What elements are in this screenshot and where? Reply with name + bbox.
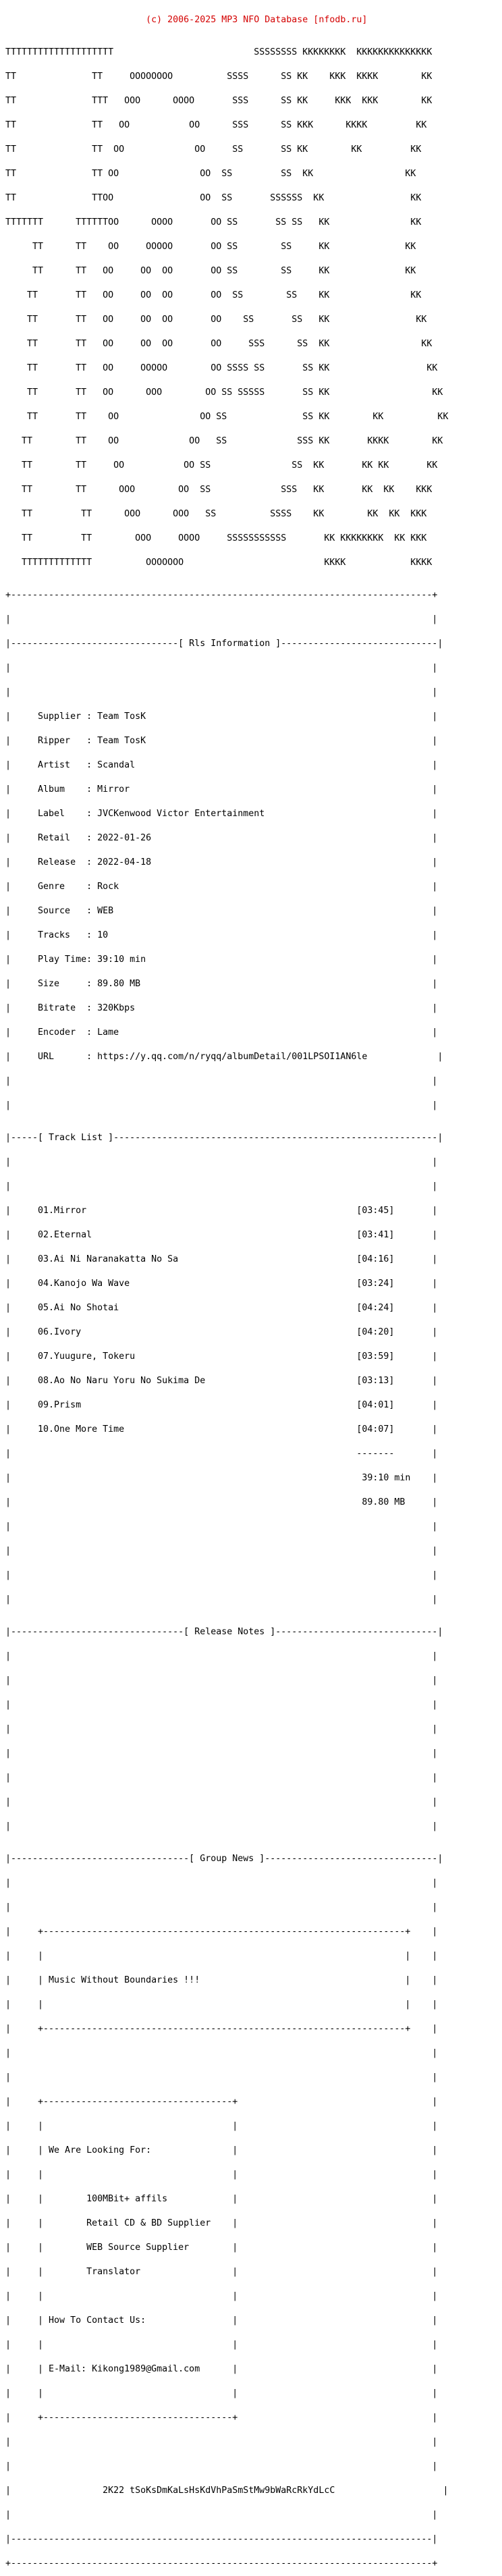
track-row: | 04.Kanojo Wa Wave [03:24] |	[5, 1279, 438, 1289]
tracklist-total-time: | 39:10 min |	[5, 1473, 438, 1483]
box-side-blank: | |	[5, 2072, 438, 2083]
logo-line: TTTTTTTTTTTTT OOOOOOO KKKK KKKK	[5, 558, 433, 568]
track-row: | 09.Prism [04:01] |	[5, 1400, 438, 1410]
news-banner-text: | | Music Without Boundaries !!! | |	[5, 1975, 438, 1985]
track-row: | 10.One More Time [04:07] |	[5, 1424, 438, 1434]
logo-line: TT TT OO OO SS SS KK KK	[5, 169, 416, 179]
news-wanted-item: | | WEB Source Supplier | |	[5, 2243, 438, 2253]
news-section-header: |---------------------------------[ Group News ]--------------------------------|	[5, 1854, 443, 1864]
box-top-border: +------------------------------------------------------------------------------+	[5, 590, 438, 600]
logo-line: TT TT OOO OOOO SSSSSSSSSSS KK KKKKKKKK KK KKK	[5, 533, 427, 543]
track-row: | 05.Ai No Shotai [04:24] |	[5, 1303, 438, 1313]
box-side-blank: | |	[5, 1700, 438, 1710]
rls-album: | Album : Mirror |	[5, 784, 438, 795]
box-side-blank: | |	[5, 1157, 438, 1167]
news-box-blank: | | | |	[5, 2121, 438, 2131]
box-side-blank: | |	[5, 1675, 438, 1686]
news-wanted-item: | | Translator | |	[5, 2267, 438, 2277]
rls-supplier: | Supplier : Team TosK |	[5, 712, 438, 722]
track-row: | 02.Eternal [03:41] |	[5, 1230, 438, 1240]
box-side-blank: | |	[5, 2461, 438, 2471]
credit-line: (c) 2006-2025 MP3 NFO Database [nfodb.ru]	[5, 15, 368, 25]
box-bottom-rule: |------------------------------------------------------------------------------|	[5, 2534, 438, 2544]
logo-line: TTTTTTTTTTTTTTTTTTTT SSSSSSSS KKKKKKKK KKKKKKKKKKKKKK	[5, 47, 433, 57]
rls-encoder: | Encoder : Lame |	[5, 1027, 438, 1038]
logo-line: TT TT OO OO SSS SS KKK KKKK KK	[5, 120, 427, 130]
box-side-blank: | |	[5, 1821, 438, 1831]
signature-line: | 2K22 tSoKsDmKaLsHsKdVhPaSmStMw9bWaRcRkYdLcC |	[5, 2486, 449, 2496]
box-side-blank: | |	[5, 1076, 438, 1086]
track-row: | 01.Mirror [03:45] |	[5, 1206, 438, 1216]
box-side-blank: | |	[5, 1546, 438, 1556]
tracklist-separator: | ------- |	[5, 1449, 438, 1459]
rls-ripper: | Ripper : Team TosK |	[5, 736, 438, 746]
box-side-blank: | |	[5, 1570, 438, 1580]
rls-url: | URL : https://y.qq.com/n/ryqq/albumDetail/001LPSOI1AN6le |	[5, 1052, 443, 1062]
logo-line: TT TT OO OOO OO SS SSSSS SS KK KK	[5, 387, 443, 398]
logo-line: TT TT OO OO SS SSS KK KKKK KK	[5, 436, 443, 446]
news-banner-top-border: | +-------------------------------------------------------------------+ |	[5, 1927, 438, 1937]
news-box-blank: | | | |	[5, 2170, 438, 2180]
rls-bitrate: | Bitrate : 320Kbps |	[5, 1003, 438, 1013]
news-box-blank: | | | |	[5, 2291, 438, 2301]
logo-line: TT TT OOO OOO SS SSSS KK KK KK KKK	[5, 509, 427, 519]
box-side-blank: | |	[5, 1651, 438, 1661]
box-side-blank: | |	[5, 2048, 438, 2058]
box-side-blank: | |	[5, 614, 438, 624]
news-email: | | E-Mail: Kikong1989@Gmail.com | |	[5, 2364, 438, 2374]
box-side-blank: | |	[5, 1773, 438, 1783]
track-row: | 06.Ivory [04:20] |	[5, 1327, 438, 1337]
box-side-blank: | |	[5, 1878, 438, 1888]
logo-line: TT TT OO OO OO OO SS SS KK KK	[5, 290, 422, 300]
rls-label: | Label : JVCKenwood Victor Entertainment |	[5, 809, 438, 819]
rls-section-header: |-------------------------------[ Rls Information ]-----------------------------|	[5, 639, 443, 649]
box-side-blank: | |	[5, 1748, 438, 1759]
track-row: | 07.Yuugure, Tokeru [03:59] |	[5, 1351, 438, 1362]
tracklist-total-size: | 89.80 MB |	[5, 1497, 438, 1507]
rls-play-time: | Play Time: 39:10 min |	[5, 955, 438, 965]
news-looking-for: | | We Are Looking For: | |	[5, 2145, 438, 2155]
rls-release: | Release : 2022-04-18 |	[5, 857, 438, 867]
rls-retail: | Retail : 2022-01-26 |	[5, 833, 438, 843]
rls-size: | Size : 89.80 MB |	[5, 979, 438, 989]
track-row: | 08.Ao No Naru Yoru No Sukima De [03:13] |	[5, 1376, 438, 1386]
news-contact-heading: | | How To Contact Us: | |	[5, 2315, 438, 2326]
logo-line: TT TT OO OO OO OO SSS SS KK KK	[5, 339, 433, 349]
logo-line: TT TT OOO OO SS SSS KK KK KK KKK	[5, 485, 433, 495]
notes-section-header: |--------------------------------[ Release Notes ]------------------------------|	[5, 1627, 443, 1637]
box-side-blank: | |	[5, 663, 438, 673]
box-side-blank: | |	[5, 1724, 438, 1734]
news-box-blank: | | | |	[5, 2340, 438, 2350]
logo-line: TT TT OO OO SS SS KK KK KK	[5, 144, 422, 155]
news-banner-blank: | | | |	[5, 2000, 438, 2010]
box-side-blank: | |	[5, 1902, 438, 1912]
rls-source: | Source : WEB |	[5, 906, 438, 916]
box-side-blank: | |	[5, 1797, 438, 1807]
rls-artist: | Artist : Scandal |	[5, 760, 438, 770]
logo-line: TTTTTTT TTTTTTOO OOOO OO SS SS SS KK KK	[5, 217, 422, 227]
logo-line: TT TT OO OO OO OO SS SS KK KK	[5, 315, 427, 325]
rls-genre: | Genre : Rock |	[5, 882, 438, 892]
logo-line: TT TT OO OOOOO OO SSSS SS SS KK KK	[5, 363, 438, 373]
box-bottom-border: +------------------------------------------------------------------------------+	[5, 2558, 438, 2569]
logo-line: TT TT OOOOOOOO SSSS SS KK KKK KKKK KK	[5, 72, 433, 82]
news-box-blank: | | | |	[5, 2388, 438, 2398]
box-side-blank: | |	[5, 687, 438, 697]
logo-line: TT TT OO OOOOO OO SS SS KK KK	[5, 242, 416, 252]
logo-line: TT TT OO OO SS SS KK KK KK	[5, 412, 449, 422]
box-side-blank: | |	[5, 2437, 438, 2447]
nfo-document	[5, 0, 448, 2576]
news-wanted-item: | | 100MBit+ affils | |	[5, 2194, 438, 2204]
tracklist-section-header: |-----[ Track List ]------------------------------------------------------------|	[5, 1133, 443, 1143]
box-side-blank: | |	[5, 1594, 438, 1605]
box-side-blank: | |	[5, 2510, 438, 2520]
news-box-bottom-border: | +-----------------------------------+ |	[5, 2413, 438, 2423]
rls-tracks: | Tracks : 10 |	[5, 930, 438, 940]
news-banner-blank: | | | |	[5, 1951, 438, 1961]
logo-line: TT TT OO OO OO OO SS SS KK KK	[5, 266, 416, 276]
track-row: | 03.Ai Ni Naranakatta No Sa [04:16] |	[5, 1254, 438, 1264]
logo-line: TT TTT OOO OOOO SSS SS KK KKK KKK KK	[5, 96, 433, 106]
box-side-blank: | |	[5, 1100, 438, 1110]
box-side-blank: | |	[5, 1181, 438, 1191]
news-wanted-item: | | Retail CD & BD Supplier | |	[5, 2218, 438, 2228]
logo-line: TT TT OO OO SS SS KK KK KK KK	[5, 460, 438, 471]
news-box-top-border: | +-----------------------------------+ |	[5, 2097, 438, 2107]
news-banner-bottom-border: | +-------------------------------------------------------------------+ |	[5, 2024, 438, 2034]
box-side-blank: | |	[5, 1522, 438, 1532]
logo-line: TT TTOO OO SS SSSSSS KK KK	[5, 193, 422, 203]
